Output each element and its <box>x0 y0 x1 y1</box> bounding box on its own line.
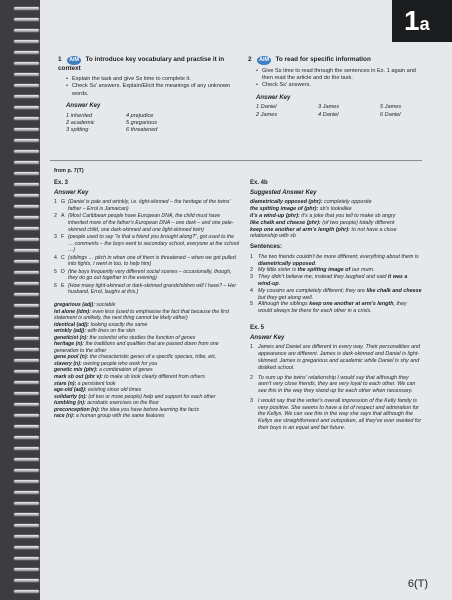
phrase-entry: diametrically opposed (phr): completely opposite <box>250 199 372 206</box>
spiral-coil <box>13 182 40 187</box>
spiral-coil <box>13 127 40 132</box>
spiral-coil <box>13 17 40 22</box>
answer: 5 gregarious <box>126 119 158 126</box>
spiral-coil <box>13 589 40 594</box>
textbook-page <box>10 0 452 600</box>
unit-letter: a <box>419 14 430 34</box>
spiral-coil <box>13 94 40 99</box>
ex4b-title: Ex. 4b <box>250 180 268 186</box>
glossary-entry: wrinkly (adj): with lines on the skin <box>54 328 136 335</box>
spiral-coil <box>13 336 40 341</box>
spiral-coil <box>13 259 40 264</box>
ex4b-phrases <box>250 199 422 240</box>
list-item: 4 C (siblings … pitch in when one of them is threatened – when we got pulled into fights, I went in too, to help him) <box>54 254 236 268</box>
spiral-coil <box>13 138 40 143</box>
answer: 3 James <box>318 104 340 111</box>
answer: 2 academic <box>66 119 95 126</box>
list-item: • Check Ss' answers. Explain/Elicit the meanings of any unknown words. <box>66 83 238 98</box>
spiral-coil <box>13 402 40 407</box>
list-item: 4 My cousins are completely different; they are like chalk and cheese but they get along well. <box>250 287 422 301</box>
spiral-coil <box>13 567 40 572</box>
spiral-coil <box>13 314 40 319</box>
spiral-coil <box>13 391 40 396</box>
list-item: 1 James and Daniel are different in every way. Their personalities and appearance are different. James is dark-skinned and Daniel is light-skinned. James is gregarious and academic while Daniel is shy and disliked school. <box>250 344 421 371</box>
list-item: 3 They didn't believe me; instead they laughed and said it was a wind-up. <box>250 274 408 287</box>
list-item: • Check Ss' answers. <box>256 82 420 89</box>
task-1 <box>58 56 238 134</box>
spiral-coil <box>13 490 40 495</box>
list-item: 2 A (Most Caribbean people have European DNA, the child must have inherited more of the father's European DNA – one dark – and one pale-skinned child, one dark-skinned and one light-skinned twin) <box>54 213 234 233</box>
spiral-coil <box>13 6 40 11</box>
aim-icon: AIM <box>69 57 79 63</box>
list-item: 1 The two friends couldn't be more different; everything about them is diametrically opposed. <box>250 253 419 267</box>
task-2 <box>248 56 420 119</box>
glossary-entry: gregarious (adj): sociable <box>54 302 116 308</box>
ex3-title: Ex. 3 <box>54 180 69 186</box>
ex5-items <box>250 344 422 432</box>
task-1-answer-key-label: Answer Key <box>66 102 101 109</box>
task-1-title: To introduce key vocabulary and practise it in context <box>58 56 225 72</box>
list-item: 3 F (people used to say "is that a friend you brought along?", got used to the … comments – the boys went to secondary school, everyone at the school …) <box>54 234 239 254</box>
task-1-answers <box>66 113 238 135</box>
list-item: 6 E (How many light-skinned or dark-skinned grandchildren will I have? – Her husband, Errol, laughs at this.) <box>54 282 237 296</box>
spiral-binding <box>10 0 40 600</box>
ex4b-sentences <box>250 254 422 315</box>
spiral-coil <box>13 237 40 242</box>
spiral-coil <box>13 248 40 253</box>
spiral-coil <box>13 50 40 55</box>
answer: 4 prejudice <box>126 112 154 119</box>
task-2-answer-key-label: Answer Key <box>256 94 291 101</box>
task-2-bullets <box>256 68 420 90</box>
answer: 2 James <box>256 111 278 118</box>
list-item: 5 Although the siblings keep one another at arm's length, they would always be there for each other in a crisis. <box>250 301 407 315</box>
phrase-entry: keep one another at arm's length (phr): to not have a close relationship with sb <box>250 226 397 240</box>
spiral-coil <box>13 523 40 528</box>
sentences-label: Sentences: <box>250 244 283 251</box>
answer: 4 Daniel <box>318 111 339 118</box>
ex3-answer-key-label: Answer Key <box>54 189 89 196</box>
answer: 1 Daniel <box>256 104 277 111</box>
task-2-number: 2 <box>248 56 252 63</box>
spiral-coil <box>13 215 40 220</box>
spiral-coil <box>13 83 40 88</box>
from-page-label: from p. 7(T) <box>54 168 84 174</box>
glossary-entry: preconception (n): the idea you have before learning the facts <box>54 406 200 413</box>
spiral-coil <box>13 160 40 165</box>
list-item: 1 G (Daniel is pale and wrinkly, i.e. tight-skinned – the heritage of the twins' father – Errol is Jamaican) <box>54 199 231 212</box>
task-1-number: 1 <box>58 56 62 63</box>
ex3-items <box>54 199 240 296</box>
answer: 3 spitting <box>66 127 89 134</box>
spiral-coil <box>13 325 40 330</box>
glossary-entry: heritage (n): the traditions and qualities that are passed down from one generation to the other <box>54 341 219 354</box>
glossary-entry: geneticist (n): the scientist who studies the function of genes <box>54 334 196 341</box>
spiral-coil <box>13 369 40 374</box>
answer: 6 Daniel <box>380 111 401 118</box>
list-item: 3 I would say that the writer's overall impression of the Kelly family is very positive. She seems to have a lot of respect and admiration for the Kellys. We can see this in the way she says that although the Kellys are straightforward and outspoken, all they've ever wanted for their boys is an equal and fair future. <box>250 397 422 432</box>
spiral-coil <box>13 347 40 352</box>
list-item: • Explain the task and give Ss time to complete it. <box>66 76 238 83</box>
ex5-title: Ex. 5 <box>250 324 265 331</box>
phrase-entry: the spitting image of (phr): sb's lookalike <box>250 206 352 213</box>
spiral-coil <box>13 204 40 209</box>
spiral-coil <box>13 446 40 451</box>
list-item: 2 To sum up the twins' relationship I would say that although they aren't very close friends, they are very loyal to each other. We can see this in the way they stand up for each other when necessary. <box>250 374 416 395</box>
spiral-coil <box>13 171 40 176</box>
list-item: 2 My little sister is the spitting image of our mum. <box>250 267 375 274</box>
answer: 1 inherited <box>66 112 93 119</box>
spiral-coil <box>13 39 40 44</box>
task-1-bullets <box>66 76 238 98</box>
right-column <box>250 180 422 432</box>
aim-icon: AIM <box>259 57 269 63</box>
glossary-entry: race (n): a human group with the same features <box>54 413 165 420</box>
page-number: 6(T) <box>407 578 428 590</box>
spiral-coil <box>13 28 40 33</box>
spiral-coil <box>13 534 40 539</box>
unit-number: 1 <box>404 5 420 36</box>
spiral-coil <box>13 270 40 275</box>
glossary-entry: age-old (adj): existing since old times <box>54 387 142 394</box>
divider <box>50 160 422 161</box>
task-2-answers <box>256 104 420 119</box>
spiral-coil <box>13 149 40 154</box>
spiral-coil <box>13 457 40 462</box>
spiral-coil <box>13 413 40 418</box>
phrase-entry: like chalk and cheese (phr): (of two people) totally different <box>250 219 395 226</box>
glossary <box>54 302 240 420</box>
glossary-entry: identical (adj): looking exactly the same <box>54 321 148 328</box>
spiral-coil <box>13 380 40 385</box>
glossary-entry: genetic mix (phr): a combination of genes <box>54 367 153 374</box>
answer: 5 James <box>380 104 402 111</box>
task-2-title: To read for specific information <box>275 56 371 63</box>
spiral-coil <box>13 116 40 121</box>
spiral-coil <box>13 193 40 198</box>
spiral-coil <box>13 281 40 286</box>
spiral-coil <box>13 105 40 110</box>
ex4b-answer-key-label: Suggested Answer Key <box>250 189 317 196</box>
spiral-coil <box>13 435 40 440</box>
spiral-coil <box>13 226 40 231</box>
left-column <box>54 180 240 420</box>
unit-tab <box>392 0 452 42</box>
list-item: • Give Ss time to read through the sentences in Ex. 1 again and then read the article and do the task. <box>256 68 420 83</box>
glossary-entry: slavery (n): owning people who work for you <box>54 360 158 367</box>
spiral-coil <box>13 72 40 77</box>
glossary-entry: mark sb out (phr v): to make sb look clearly different from others <box>54 374 205 381</box>
glossary-entry: gene pool (n): the characteristic genes of a specific species, tribe, etc. <box>54 354 217 361</box>
glossary-entry: solidarity (n): (of two or more people) help and support for each other <box>54 393 216 400</box>
spiral-coil <box>13 424 40 429</box>
glossary-entry: let alone (idm): even less (used to emphasise the fact that because the first statement is unlikely, the next thing cannot be likely either) <box>54 308 230 322</box>
glossary-entry: tumbling (n): acrobatic exercises on the floor <box>54 400 159 407</box>
spiral-coil <box>13 479 40 484</box>
answer: 6 threatened <box>126 127 158 134</box>
spiral-coil <box>13 501 40 506</box>
spiral-coil <box>13 358 40 363</box>
spiral-coil <box>13 61 40 66</box>
spiral-coil <box>13 512 40 517</box>
spiral-coil <box>13 578 40 583</box>
list-item: 5 D (the boys frequently very different social scenes – occasionally, though, they do go out together in the evening) <box>54 268 232 282</box>
spiral-coil <box>13 468 40 473</box>
glossary-entry: stare (n): a persistent look <box>54 380 116 387</box>
spiral-coil <box>13 292 40 297</box>
spiral-coil <box>13 303 40 308</box>
spiral-coil <box>13 545 40 550</box>
spiral-coil <box>13 556 40 561</box>
ex5-answer-key-label: Answer Key <box>250 334 285 341</box>
phrase-entry: it's a wind-up (phr): it's a joke that you tell to make sb angry <box>250 212 396 219</box>
